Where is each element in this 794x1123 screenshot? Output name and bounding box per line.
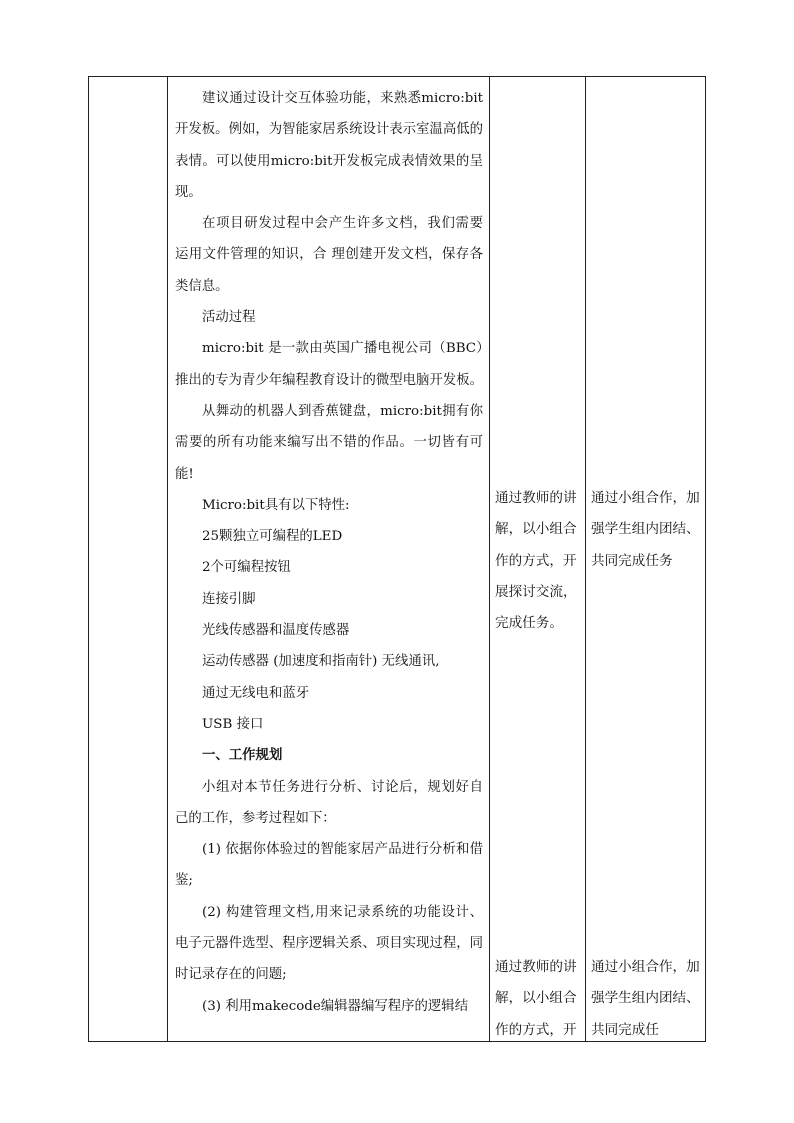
feature-item: 2个可编程按钮 <box>202 560 291 576</box>
teacher-note: 通过教师的讲解，以小组合作的方式，开展探讨交流，完成任务。 <box>495 490 577 632</box>
section-heading: 一、工作规划 <box>202 747 283 764</box>
intent-note: 通过小组合作，加强学生组内团结、共同完成任 <box>591 959 700 1038</box>
feature-intro: Micro:bit具有以下特性: <box>202 497 350 513</box>
teacher-note: 通过教师的讲解，以小组合作的方式，开 <box>495 959 577 1038</box>
teacher-activity-column <box>491 77 586 1041</box>
column-divider <box>489 77 490 1041</box>
column-divider <box>167 77 168 1041</box>
feature-item: 25颗独立可编程的LED <box>202 529 343 545</box>
paragraph: 小组对本节任务进行分析、讨论后，规划好自己的工作，参考过程如下： <box>175 779 483 826</box>
intent-note: 通过小组合作，加强学生组内团结、共同完成任务 <box>591 490 700 569</box>
step-item: (3) 利用makecode编辑器编写程序的逻辑结 <box>202 998 469 1014</box>
activity-content-column <box>169 77 489 1041</box>
paragraph: micro:bit 是一款由英国广播电视公司（BBC）推出的专为青少年编程教育设计的微型电脑开发板。 <box>175 341 483 388</box>
feature-item: USB 接口 <box>202 716 264 732</box>
empty-left-column <box>89 77 167 1041</box>
design-intent-column <box>587 77 705 1041</box>
feature-item: 连接引脚 <box>202 591 256 607</box>
feature-item: 光线传感器和温度传感器 <box>202 623 350 639</box>
paragraph: 在项目研发过程中会产生许多文档，我们需要运用文件管理的知识，合 理创建开发文档，保存各类信息。 <box>175 216 483 294</box>
step-item: (2) 构建管理文档,用来记录系统的功能设计、电子元器件选型、程序逻辑关系、项目实现过程，同时记录存在的问题; <box>175 904 483 983</box>
lesson-table <box>88 76 706 1042</box>
feature-item: 通过无线电和蓝牙 <box>202 685 310 701</box>
paragraph: 建议通过设计交互体验功能，来熟悉micro:bit开发板。例如，为智能家居系统设计表示室温高低的表情。可以使用micro:bit开发板完成表情效果的呈现。 <box>175 91 483 200</box>
feature-item: 运动传感器 (加速度和指南针) 无线通讯, <box>202 654 440 670</box>
step-item: (1) 依据你体验过的智能家居产品进行分析和借鉴; <box>175 842 483 889</box>
paragraph: 从舞动的机器人到香蕉键盘，micro:bit拥有你需要的所有功能来编写出不错的作品。一切皆有可能! <box>175 403 483 482</box>
section-label: 活动过程 <box>202 310 256 326</box>
